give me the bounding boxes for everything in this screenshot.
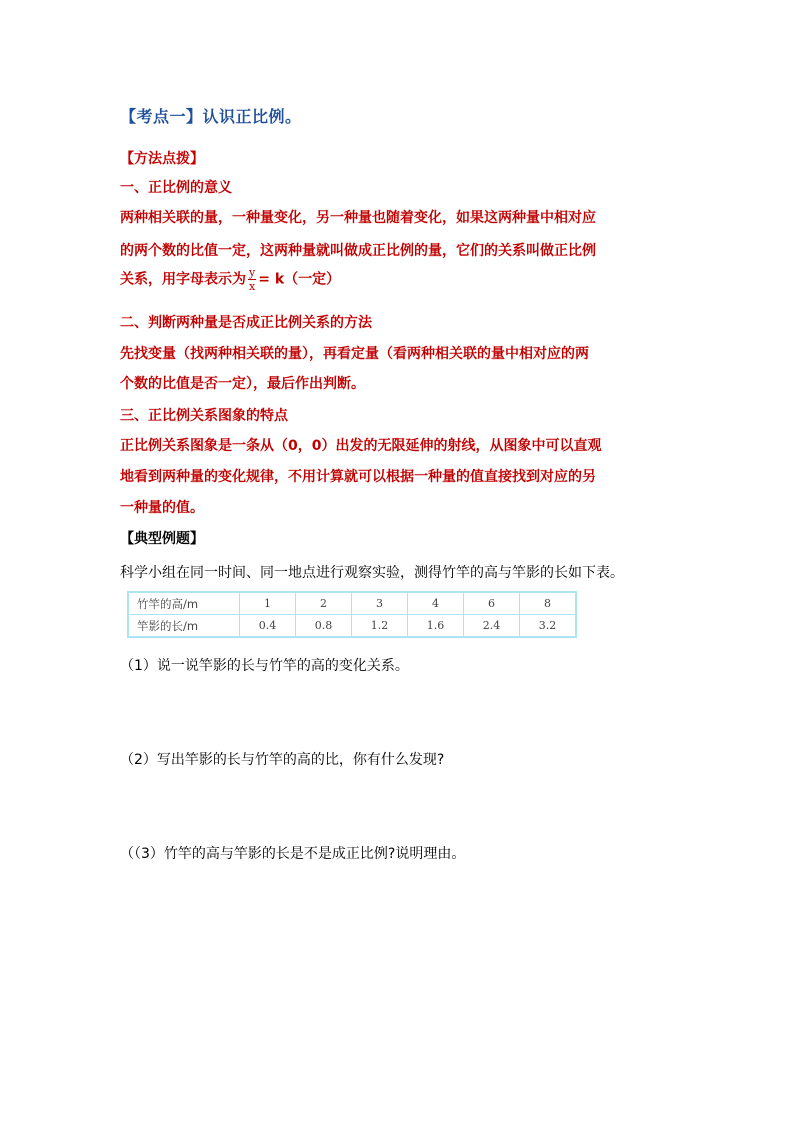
table-row: [128, 615, 576, 638]
section3-line3: 一种量的值。: [120, 500, 204, 516]
method-heading: 【方法点拨】: [120, 151, 204, 167]
table-row: [128, 592, 576, 615]
table-cell: 1.2: [352, 615, 408, 638]
table-cell: 6: [464, 592, 520, 615]
section1-line2: 的两个数的比值一定，这两种量就叫做成正比例的量，它们的关系叫做正比例: [120, 243, 596, 259]
section1-line3: [120, 266, 340, 293]
table-cell: 1.6: [408, 615, 464, 638]
section3-heading: 三、正比例关系图象的特点: [120, 408, 288, 424]
row-label-height: 竹竿的高/m: [128, 592, 240, 615]
section2-line2: 个数的比值是否一定），最后作出判断。: [120, 376, 365, 392]
data-table: [127, 591, 577, 638]
table-cell: 0.8: [296, 615, 352, 638]
table-cell: 4: [408, 592, 464, 615]
table-cell: 3: [352, 592, 408, 615]
table-cell: 0.4: [240, 615, 296, 638]
row-label-shadow: 竿影的长/m: [128, 615, 240, 638]
table-cell: 2.4: [464, 615, 520, 638]
problem-statement: 科学小组在同一时间、同一地点进行观察实验，测得竹竿的高与竿影的长如下表。: [120, 565, 624, 581]
section1-heading: 一、正比例的意义: [120, 180, 232, 196]
fraction-denominator: x: [249, 280, 256, 293]
section1-line3-prefix: 关系，用字母表示为: [120, 271, 246, 288]
section3-line2: 地看到两种量的变化规律，不用计算就可以根据一种量的值直接找到对应的另: [120, 469, 596, 485]
fraction-numerator: y: [249, 266, 256, 279]
table-cell: 3.2: [520, 615, 577, 638]
table-cell: 2: [296, 592, 352, 615]
section1-line1: 两种相关联的量，一种量变化，另一种量也随着变化，如果这两种量中相对应: [120, 210, 596, 226]
question-2: （2）写出竿影的长与竹竿的高的比，你有什么发现?: [120, 752, 445, 768]
section2-heading: 二、判断两种量是否成正比例关系的方法: [120, 315, 372, 331]
question-3: （（3）竹竿的高与竿影的长是不是成正比例?说明理由。: [120, 846, 466, 862]
page-title: 【考点一】认识正比例。: [120, 107, 302, 126]
section1-line3-suffix: = k（一定）: [258, 271, 341, 288]
table-cell: 1: [240, 592, 296, 615]
table-cell: 8: [520, 592, 577, 615]
section2-line1: 先找变量（找两种相关联的量），再看定量（看两种相关联的量中相对应的两: [120, 346, 589, 362]
example-heading: 【典型例题】: [120, 531, 204, 547]
ratio-fraction: [248, 266, 256, 293]
section3-line1: 正比例关系图象是一条从（0，0）出发的无限延伸的射线，从图象中可以直观: [120, 438, 602, 454]
question-1: （1）说一说竿影的长与竹竿的高的变化关系。: [120, 658, 409, 674]
